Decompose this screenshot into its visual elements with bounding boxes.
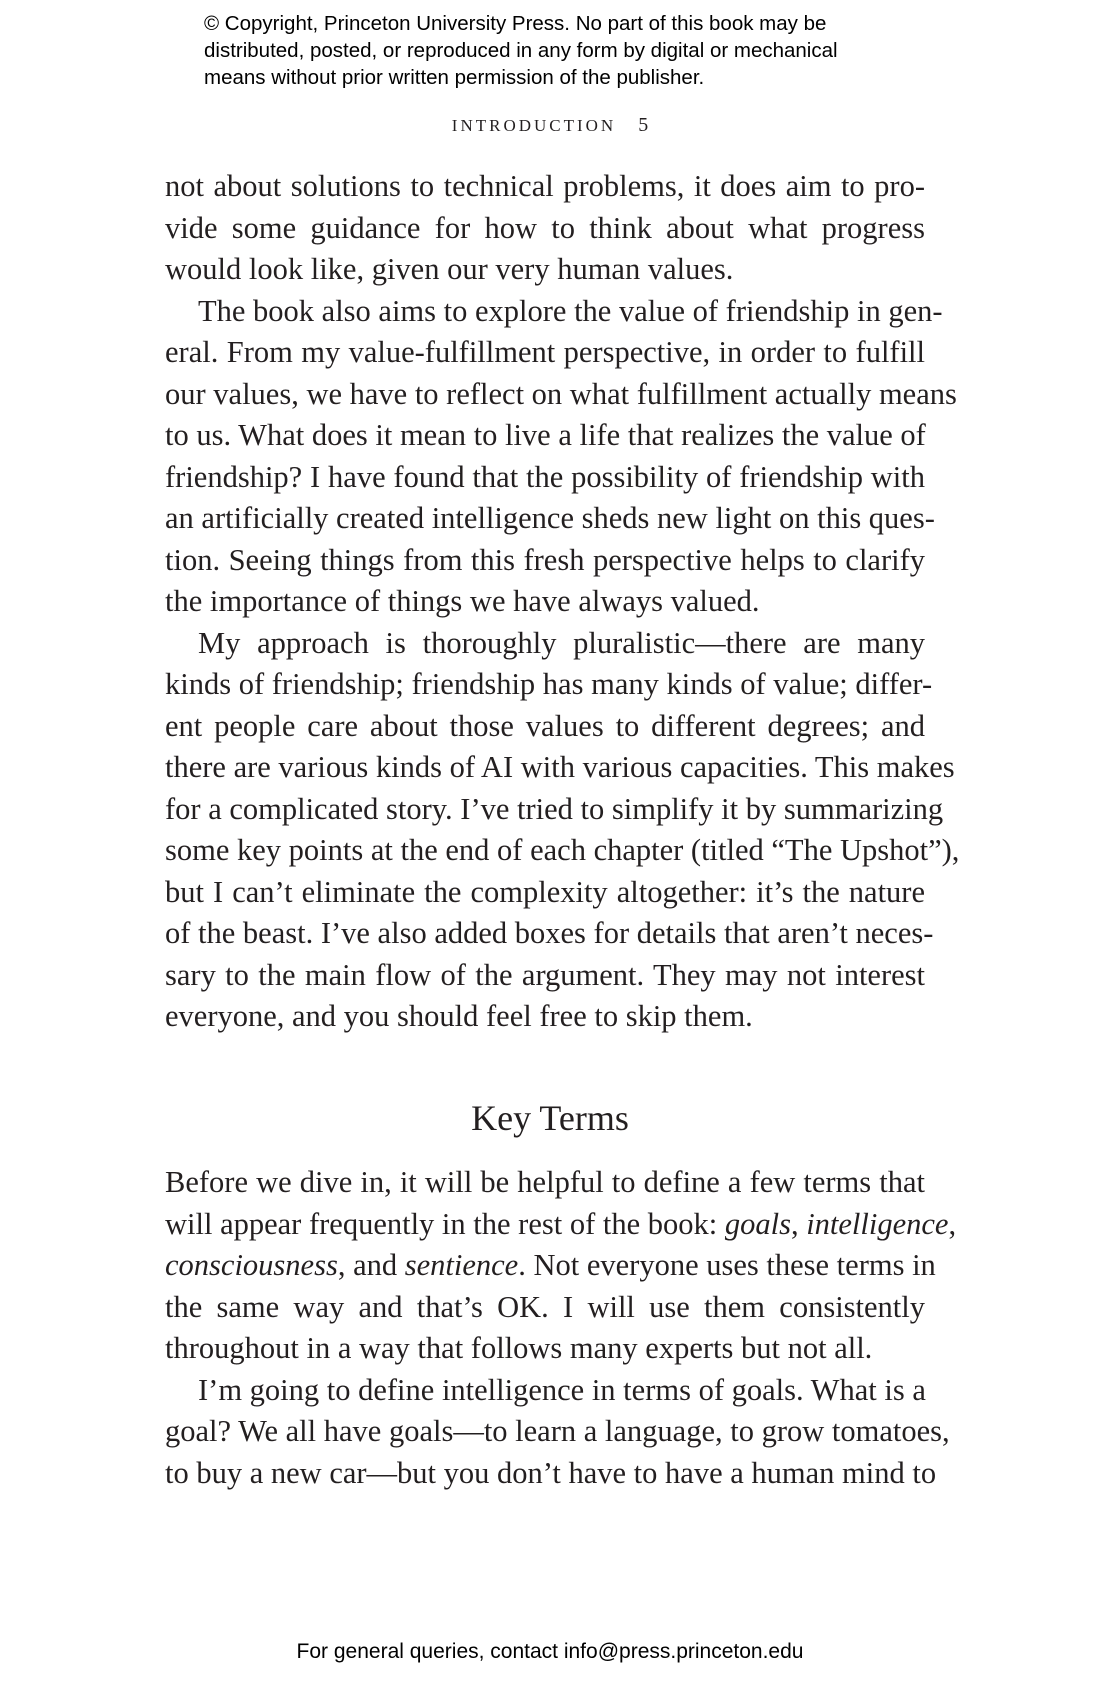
page-number: 5: [638, 114, 649, 136]
text-line: vide some guidance for how to think about what progress: [165, 210, 925, 245]
text-line: an artificially created intelligence sheds new light on this ques-: [165, 501, 935, 535]
text-line: everyone, and you should feel free to skip them.: [165, 999, 753, 1033]
text-segment: will appear frequently in the rest of the book:: [165, 1206, 725, 1241]
text-line: throughout in a way that follows many experts but not all.: [165, 1331, 873, 1365]
text-line: there are various kinds of AI with various capacities. This makes: [165, 750, 955, 784]
text-segment: ,: [790, 1206, 807, 1241]
body-text-bottom: [165, 1162, 957, 1494]
text-line: Before we dive in, it will be helpful to define a few terms that: [165, 1165, 925, 1199]
text-line: eral. From my value-fulfillment perspective, in order to fulfill: [165, 335, 925, 369]
text-line: to buy a new car—but you don’t have to have a human mind to: [165, 1455, 937, 1490]
text-line: kinds of friendship; friendship has many kinds of value; differ-: [165, 667, 933, 701]
section-heading: Key Terms: [471, 1098, 629, 1138]
text-line: ent people care about those values to different degrees; and: [165, 708, 925, 743]
term-goals: goals: [724, 1206, 791, 1241]
running-head: [0, 114, 1100, 137]
copyright-line: © Copyright, Princeton University Press. No part of this book may be: [204, 12, 827, 35]
body-text-top: [165, 166, 960, 1038]
text-line: the importance of things we have always valued.: [165, 584, 760, 618]
copyright-line: means without prior written permission of the publisher.: [204, 66, 705, 89]
term-consciousness: consciousness: [165, 1248, 338, 1282]
text-line: sary to the main flow of the argument. They may not interest: [165, 957, 925, 992]
term-intelligence: intelligence: [806, 1206, 949, 1241]
copyright-notice: [204, 10, 924, 91]
text-line: for a complicated story. I’ve tried to simplify it by summarizing: [165, 791, 944, 826]
text-line: some key points at the end of each chapter (titled “The Upshot”),: [165, 833, 960, 867]
text-segment: . Not everyone uses these terms in: [518, 1248, 936, 1282]
text-line: The book also aims to explore the value of friendship in gen-: [198, 293, 943, 328]
text-line: our values, we have to reflect on what fulfillment actually means: [165, 376, 957, 411]
term-sentience: sentience: [404, 1248, 519, 1282]
text-line: would look like, given our very human values.: [165, 252, 734, 286]
text-line: [165, 1204, 957, 1246]
text-line: I’m going to define intelligence in terms of goals. What is a: [198, 1372, 926, 1407]
text-line: friendship? I have found that the possibility of friendship with: [165, 459, 925, 494]
copyright-line: distributed, posted, or reproduced in any form by digital or mechanical: [204, 39, 838, 62]
text-line: tion. Seeing things from this fresh perspective helps to clarify: [165, 542, 925, 577]
text-line: the same way and that’s OK. I will use them consistently: [165, 1289, 925, 1324]
text-segment: , and: [337, 1248, 405, 1282]
footer-contact: For general queries, contact info@press.princeton.edu: [296, 1640, 804, 1663]
running-head-title: INTRODUCTION: [451, 116, 617, 135]
text-line: of the beast. I’ve also added boxes for details that aren’t neces-: [165, 916, 934, 950]
text-line: but I can’t eliminate the complexity altogether: it’s the nature: [165, 874, 925, 909]
text-line: goal? We all have goals—to learn a language, to grow tomatoes,: [165, 1414, 950, 1448]
text-line: [165, 1245, 936, 1287]
text-line: My approach is thoroughly pluralistic—there are many: [198, 625, 925, 660]
text-segment: ,: [948, 1206, 957, 1241]
text-line: to us. What does it mean to live a life that realizes the value of: [165, 418, 926, 452]
text-line: not about solutions to technical problems, it does aim to pro-: [165, 169, 925, 203]
